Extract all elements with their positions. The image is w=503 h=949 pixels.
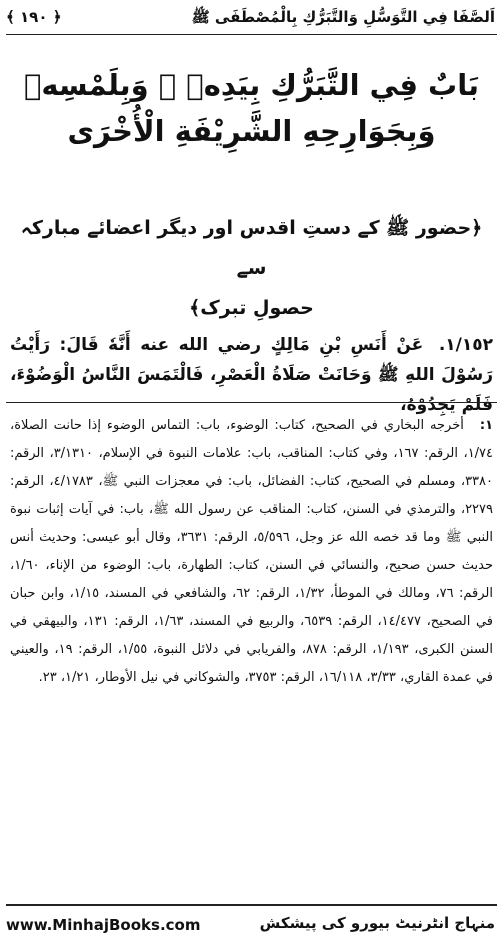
chapter-title xyxy=(20,62,483,154)
hadith-text xyxy=(10,330,493,420)
footer-credit: منہاج انٹرنیٹ بیورو کی پیشکش xyxy=(259,914,495,932)
chapter-title-line-1: بَابٌ فِي التَّبَرُّكِ بِيَدِهٖ ﷺ وَبِلَمْسِهٖ xyxy=(24,68,479,102)
footer-url-link[interactable]: www.MinhajBooks.com xyxy=(6,916,201,934)
chapter-title-line-2: وَبِجَوَارِحِهِ الشَّرِيْفَةِ الْأُخْرَى xyxy=(67,114,436,148)
hadith-body: عَنْ أَنَسِ بْنِ مَالِكٍ رضي الله عنه أَنَّهٗ قَالَ: رَأَيْتُ رَسُوْلَ اللهِ ﷺ وَحَانَتْ صَلَاةُ الْعَصْرِ، فَالْتَمَسَ النَّاسُ الْوَضُوْءَ، فَلَمْ يَجِدُوْهُ، xyxy=(10,335,493,415)
footnote-marker: ١: xyxy=(479,418,493,433)
urdu-subtitle-line-2: حصولِ تبرک﴾ xyxy=(189,297,314,319)
footnote-body: أخرجه البخاري في الصحيح، كتاب: الوضوء، باب: التماس الوضوء إذا حانت الصلاة، ١/٧٤، الرقم: ١٦٧، وفي كتاب: المناقب، باب: علامات النبوة في الإسلام، ٣/١٣١٠، الرقم: ٣٣٨٠، ومسلم في الصحيح، كتاب: الفضائل، باب: في معجزات النبي ﷺ، ٤/١٧٨٣، الرقم: ٢٢٧٩، والترمذي في السنن، كتاب: المناقب عن رسول الله ﷺ، باب: في آيات إثبات نبوة النبي ﷺ وما قد خصه الله عز وجل، ٥/٥٩٦، الرقم: ٣٦٣١، وقال أبو عيسى: وحديث أنس حديث حسن صحيح، والنسائي في السنن، كتاب: الطهارة، باب: الوضوء من الإناء، ١/٦٠، الرقم: ٧٦، ومالك في الموطأ، ١/٣٢، الرقم: ٦٢، والشافعي في المسند، ١/١٥، وابن حبان في الصحيح، ١٤/٤٧٧، الرقم: ٦٥٣٩، والربيع في المسند، ١/٦٣، الرقم: ١٣١، والبيهقي في السنن الكبرى، ١/١٩٣، الرقم: ٨٧٨، والفريابي في دلائل النبوة، ١/٥٥، الرقم: ١٩، والعيني في عمدة القاري، ٣/٣٣، ١٦/١١٨، الرقم: ٣٧٥٣، والشوكاني في نيل الأوطار، ١/٢١، ٢٣. xyxy=(10,418,494,685)
footnote-divider xyxy=(6,402,497,403)
footnote xyxy=(10,412,493,692)
hadith-number: ١/١٥٢. xyxy=(438,335,493,355)
header-divider xyxy=(6,34,497,35)
urdu-subtitle xyxy=(20,208,483,328)
footer-divider xyxy=(6,904,497,906)
page-header xyxy=(0,0,503,40)
urdu-subtitle-line-1: ﴿حضور ﷺ کے دستِ اقدس اور دیگر اعضائے مبارکہ سے xyxy=(20,217,483,279)
page-number: ﴿ ١٩٠ ﴾ xyxy=(6,8,62,26)
running-title: اَلصَّفَا فِي التَّوَسُّلِ وَالتَّبَرُّكِ بِالْمُصْطَفَى ﷺ xyxy=(191,8,495,26)
